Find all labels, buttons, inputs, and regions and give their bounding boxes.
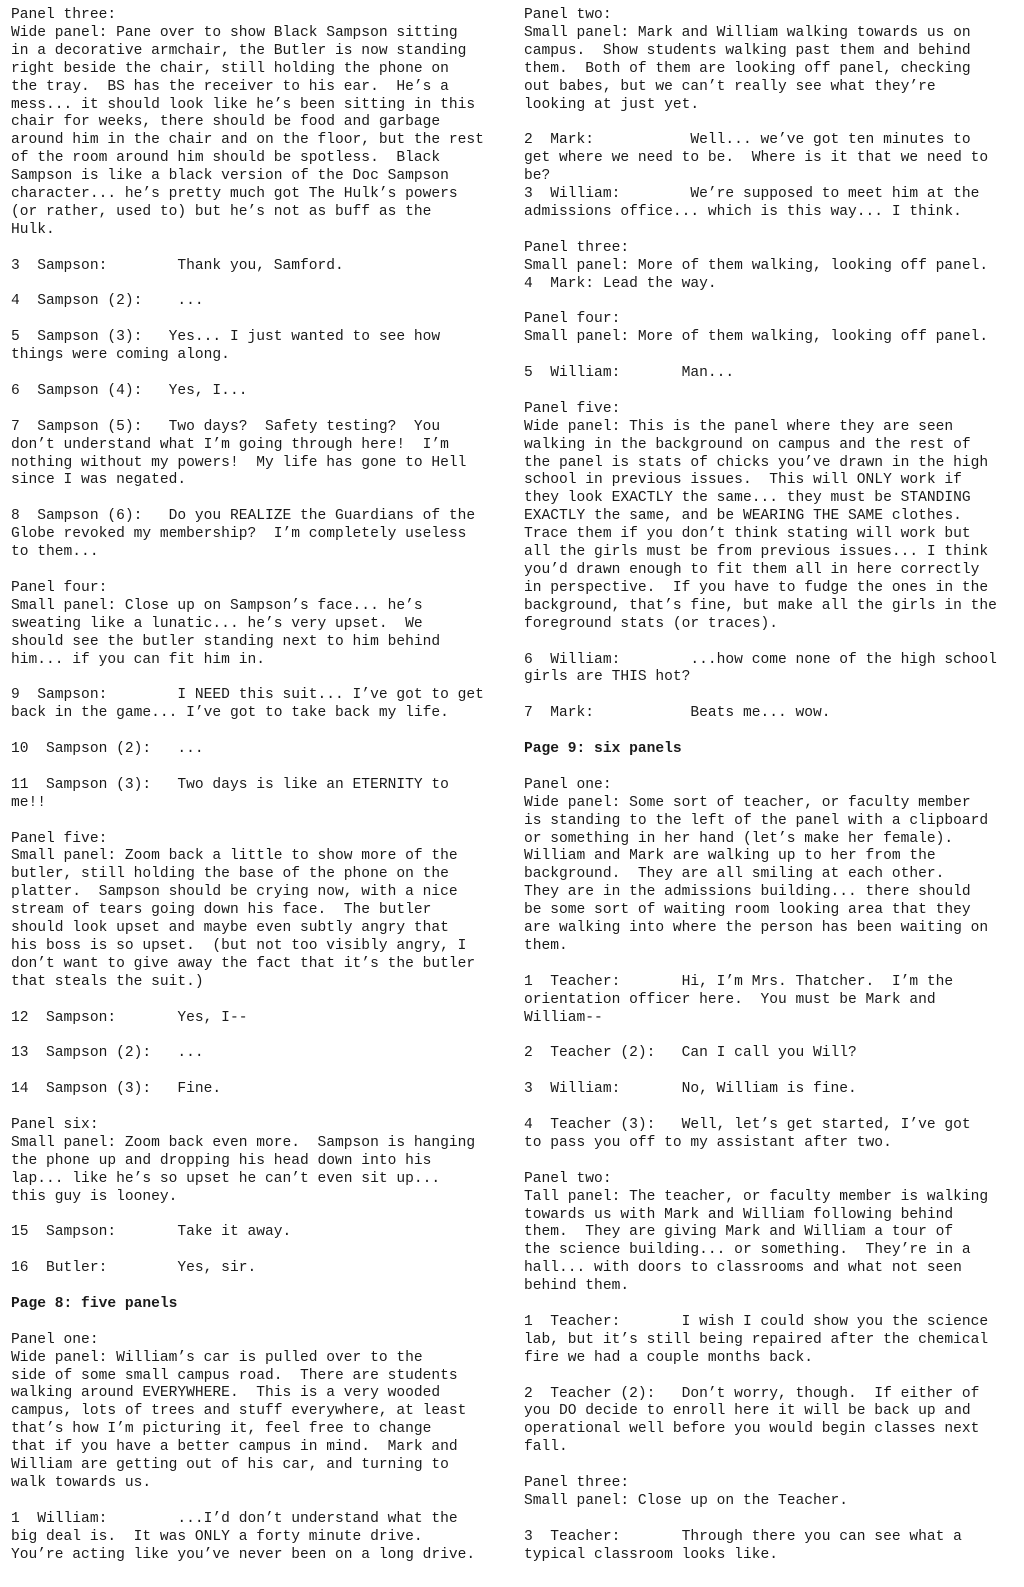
script-block-14-sampson-3-fine: 14 Sampson (3): Fine. (11, 1081, 222, 1098)
script-block-6-william-how-come-none-of-the-high-scho: 6 William: ...how come none of the high school girls are THIS hot? (524, 651, 997, 686)
script-block-12-sampson-yes-i: 12 Sampson: Yes, I-- (11, 1009, 248, 1026)
script-block-panel-five: Panel five: Small panel: Zoom back a little to show more of the butler, still holding the base of the phone on the platter. Sampson should be crying now, with a nice stream of tears going down his face. The butler should look upset and maybe even subtly angry that his boss is so upset. (but not too visibly angry, I don’t want to give away the fact that it’s the butler that steals the suit.) (11, 830, 476, 990)
page-heading-page-9-six-panels: Page 9: six panels (524, 741, 682, 758)
script-block-panel-five: Panel five: Wide panel: This is the panel where they are seen walking in the background on campus and the rest of the panel is stats of chicks you’ve drawn in the high school in previous issues. This will ONLY work if they look EXACTLY the same... they must be STANDING EXACTLY the same, and be WEARING THE SAME clothes. Trace them if you don’t think stating will work but all the girls must be from previous issues... I think you’d drawn enough to fit them all in here correctly in perspective. If you have to fudge the ones in the background, that’s fine, but make all the girls in the foreground stats (or traces). (524, 400, 997, 632)
script-block-5-sampson-3-yes-i-just-wanted-to-see-how: 5 Sampson (3): Yes... I just wanted to see how things were coming along. (11, 329, 441, 364)
script-block-panel-four: Panel four: Small panel: Close up on Sampson’s face... he’s sweating like a lunatic... he’s very upset. We should see the butler standing next to him behind him... if you can fit him in. (11, 579, 441, 668)
script-block-8-sampson-6-do-you-realize-the-guardians: 8 Sampson (6): Do you REALIZE the Guardians of the Globe revoked my membership? I’m completely useless to them... (11, 508, 476, 561)
script-block-1-teacher-hi-i-m-mrs-thatcher-i-m-the: 1 Teacher: Hi, I’m Mrs. Thatcher. I’m the orientation officer here. You must be Mark and William-- (524, 973, 954, 1026)
script-block-panel-six: Panel six: Small panel: Zoom back even more. Sampson is hanging the phone up and dropping his head down into his lap... like he’s so upset he can’t even sit up... this guy is looney. (11, 1116, 476, 1205)
script-block-panel-one: Panel one: Wide panel: William’s car is pulled over to the side of some small campus road. There are students walking around EVERYWHERE. This is a very wooded campus, lots of trees and stuff everywhere, at least that’s how I’m picturing it, feel free to change that if you have a better campus in mind. Mark and William are getting out of his car, and turning to walk towards us. (11, 1331, 467, 1492)
left-column (11, 7, 501, 1565)
script-block-16-butler-yes-sir: 16 Butler: Yes, sir. (11, 1260, 257, 1277)
script-block-panel-one: Panel one: Wide panel: Some sort of teacher, or faculty member is standing to the left of the panel with a clipboard or something in her hand (let’s make her female). William and Mark are walking up to her from the background. They are all smiling at each other. They are in the admissions building... there should be some sort of waiting room looking area that they are walking into where the person has been waiting on them. (524, 776, 989, 954)
script-block-3-teacher-through-there-you-can-see-what: 3 Teacher: Through there you can see what a typical classroom looks like. (524, 1528, 962, 1563)
script-block-panel-four: Panel four: Small panel: More of them walking, looking off panel. (524, 311, 989, 346)
script-block-15-sampson-take-it-away: 15 Sampson: Take it away. (11, 1224, 292, 1241)
script-block-3-william-no-william-is-fine: 3 William: No, William is fine. (524, 1081, 857, 1098)
script-block-5-william-man: 5 William: Man... (524, 365, 735, 382)
script-block-7-sampson-5-two-days-safety-testing-you: 7 Sampson (5): Two days? Safety testing? You don’t understand what I’m going through here! I’m nothing without my powers! My life has gone to Hell since I was negated. (11, 418, 467, 489)
script-block-panel-two: Panel two: Small panel: Mark and William walking towards us on campus. Show students walking past them and behind them. Both of them are looking off panel, checking out babes, but we can’t really see what they’re looking at just yet. (524, 7, 971, 113)
script-block-2-mark-well-we-ve-got-ten-minutes-to: 2 Mark: Well... we’ve got ten minutes to get where we need to be. Where is it that we need to be? 3 William: We’re supposed to meet him at the admissions office... which is this way... I think. (524, 132, 989, 220)
script-block-1-william-i-d-don-t-understand-what-the: 1 William: ...I’d don’t understand what the big deal is. It was ONLY a forty minute drive. You’re acting like you’ve never been on a long drive. (11, 1510, 476, 1563)
script-block-2-teacher-2-don-t-worry-though-if-either: 2 Teacher (2): Don’t worry, though. If either of you DO decide to enroll here it will be back up and operational well before you would begin classes next fall. (524, 1385, 980, 1456)
right-column (524, 7, 1014, 1565)
script-block-4-teacher-3-well-let-s-get-started-i-ve-: 4 Teacher (3): Well, let’s get started, I’ve got to pass you off to my assistant after two. (524, 1116, 971, 1151)
script-block-11-sampson-3-two-days-is-like-an-eternit: 11 Sampson (3): Two days is like an ETERNITY to me!! (11, 776, 449, 811)
script-block-3-sampson-thank-you-samford: 3 Sampson: Thank you, Samford. (11, 257, 344, 274)
script-block-panel-three: Panel three: Small panel: Close up on the Teacher. (524, 1475, 849, 1509)
script-block-1-teacher-i-wish-i-could-show-you-the-sc: 1 Teacher: I wish I could show you the science lab, but it’s still being repaired after the chemical fire we had a couple months back. (524, 1313, 989, 1366)
script-block-9-sampson-i-need-this-suit-i-ve-got-to-g: 9 Sampson: I NEED this suit... I’ve got to get back in the game... I’ve got to take back my life. (11, 687, 484, 722)
script-block-2-teacher-2-can-i-call-you-will: 2 Teacher (2): Can I call you Will? (524, 1045, 857, 1062)
script-block-panel-two: Panel two: Tall panel: The teacher, or faculty member is walking towards us with Mark and William following behind them. They are giving Mark and William a tour of the science building... or something. They’re in a hall... with doors to classrooms and what not seen behind them. (524, 1170, 989, 1295)
script-block-13-sampson-2: 13 Sampson (2): ... (11, 1045, 204, 1062)
script-block-10-sampson-2: 10 Sampson (2): ... (11, 741, 204, 758)
script-block-panel-three: Panel three: Wide panel: Pane over to show Black Sampson sitting in a decorative armchair, the Butler is now standing right beside the chair, still holding the phone on the tray. BS has the receiver to his ear. He’s a mess... it should look like he’s been sitting in this chair for weeks, there should be food and garbage around him in the chair and on the floor, but the rest of the room around him should be spotless. Black Sampson is like a black version of the Doc Sampson character... he’s pretty much got The Hulk’s powers (or rather, used to) but he’s not as buff as the Hulk. (11, 7, 484, 238)
script-block-panel-three: Panel three: Small panel: More of them walking, looking off panel. 4 Mark: Lead the way. (524, 239, 989, 292)
script-block-6-sampson-4-yes-i: 6 Sampson (4): Yes, I... (11, 382, 248, 399)
page-heading-page-8-five-panels: Page 8: five panels (11, 1295, 178, 1312)
script-block-7-mark-beats-me-wow: 7 Mark: Beats me... wow. (524, 705, 831, 722)
script-block-4-sampson-2: 4 Sampson (2): ... (11, 293, 204, 310)
